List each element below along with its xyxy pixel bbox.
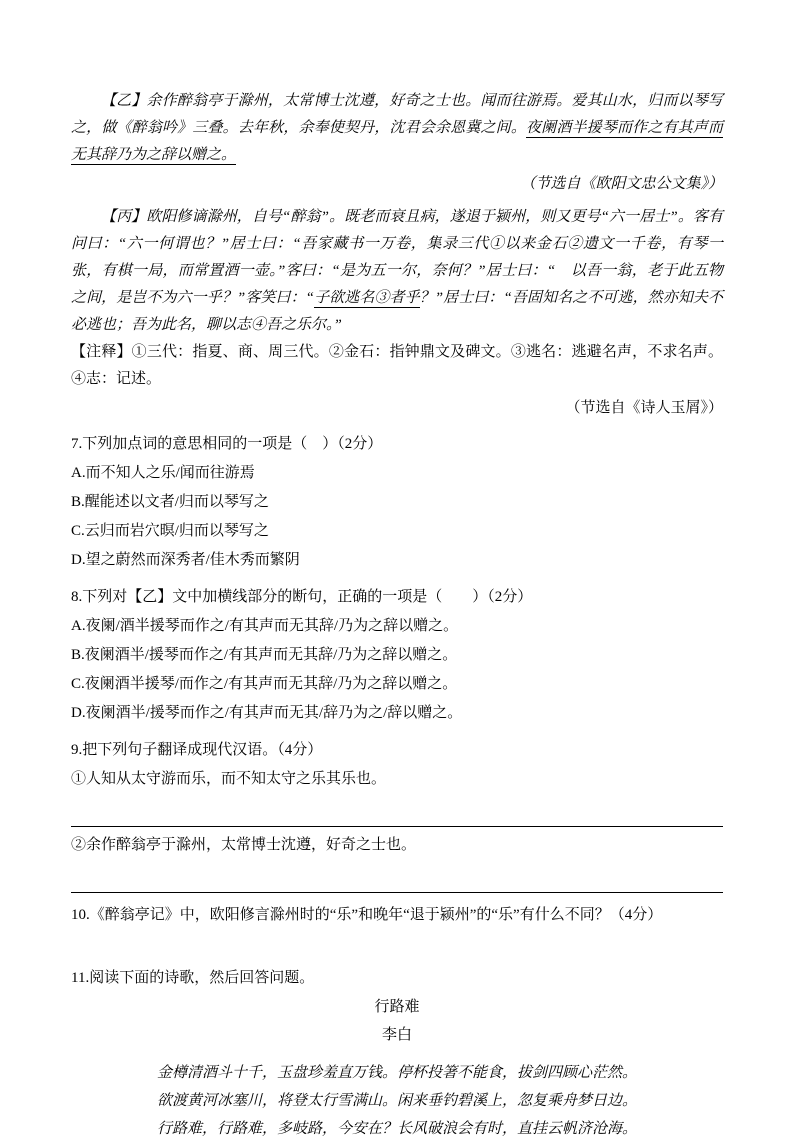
passage-bing: [71, 204, 723, 339]
poem-title: 行路难: [374, 999, 420, 1015]
passage-bing-text-1: 【丙】欧阳修谪滁州，自号“醉翁”。既老而衰且病，遂退于颍州，则又更号“六一居士”。客有问曰：“六一何谓也？”居士曰：“吾家藏书一万卷，集录三代①以来金石②遗文一千卷，有琴一张，有棋一局，而常置酒一壶。”客曰：“是为五一尔，奈何？”居士曰：“ 以吾一翁，老于此五物之间，是岂不为六一乎？”客笑曰：“: [71, 209, 723, 306]
question-7-option-a: A.而不知人之乐/闻而往游焉: [71, 465, 255, 481]
passage-yi-text: 【乙】余作醉翁亭于滁州，太常博士沈遵，好奇之士也。闻而往游焉。爱其山水，归而以琴写之，做《醉翁吟》三叠。去年秋，余奉使契丹，沈君会余恩冀之间。: [71, 93, 723, 136]
passage-yi-underlined-segment: 夜阑酒半援琴而作之有其声而无其辞乃为之辞以赠之。: [71, 120, 723, 163]
passage-yi-source: （节选自《欧阳文忠公文集》）: [520, 176, 723, 192]
question-8-stem: 8.下列对【乙】文中加横线部分的断句，正确的一项是（ ）（2分）: [71, 589, 533, 605]
question-9-sentence-2: ②余作醉翁亭于滁州，太常博士沈遵，好奇之士也。: [71, 837, 417, 853]
question-7-option-d: D.望之蔚然而深秀者/佳木秀而繁阴: [71, 552, 300, 568]
passage-bing-source: （节选自《诗人玉屑》）: [565, 400, 723, 416]
question-9-stem: 9.把下列句子翻译成现代汉语。（4分）: [71, 742, 323, 758]
question-9: [71, 736, 723, 893]
question-11-stem: 11.阅读下面的诗歌，然后回答问题。: [71, 970, 315, 986]
question-8-option-b: B.夜阑酒半/援琴而作之/有其声而无其辞/乃为之辞以赠之。: [71, 647, 458, 663]
answer-space: [71, 930, 723, 956]
question-7-option-c: C.云归而岩穴暝/归而以琴写之: [71, 523, 269, 539]
poem-line-2: 欲渡黄河冰塞川，将登太行雪满山。闲来垂钓碧溪上，忽复乘舟梦日边。: [156, 1093, 637, 1109]
question-9-sentence-1: ①人知从太守游而乐，而不知太守之乐其乐也。: [71, 771, 387, 787]
poem-line-3: 行路难，行路难，多岐路，今安在？长风破浪会有时，直挂云帆济沧海。: [156, 1121, 637, 1137]
question-7-stem: 7.下列加点词的意思相同的一项是（ ）（2分）: [71, 436, 383, 452]
question-8-option-d: D.夜阑酒半/援琴而作之/有其声而无其/辞乃为之/辞以赠之。: [71, 705, 463, 721]
question-8-option-a: A.夜阑/酒半援琴而作之/有其声而无其辞/乃为之辞以赠之。: [71, 618, 459, 634]
passage-yi: [71, 88, 723, 169]
passage-bing-text-2: ？”居士曰：“吾固知名之不可逃，然亦知夫不必逃也；吾为此名，聊以志④吾之乐尔。”: [71, 290, 723, 333]
passage-bing-underlined-segment: 子欲逃名③者乎: [314, 290, 420, 306]
question-8: [71, 583, 723, 728]
poem-author: 李白: [381, 1027, 412, 1043]
question-8-option-c: C.夜阑酒半援琴/而作之/有其声而无其辞/乃为之辞以赠之。: [71, 676, 458, 692]
answer-blank-line: [71, 794, 723, 827]
question-7-option-b: B.醒能述以文者/归而以琴写之: [71, 494, 269, 510]
poem-gap: [71, 1049, 723, 1059]
passage-bing-notes: 【注释】①三代：指夏、商、周三代。②金石：指钟鼎文及碑文。③逃名：逃避名声，不求名声。④志：记述。: [71, 344, 723, 387]
answer-blank-line: [71, 860, 723, 893]
question-11: [71, 964, 723, 1143]
question-7: [71, 430, 723, 575]
question-10-stem: 10.《醉翁亭记》中，欧阳修言滁州时的“乐”和晚年“退于颍州”的“乐”有什么不同？（4分）: [71, 907, 663, 923]
question-10: [71, 901, 723, 930]
poem-line-1: 金樽清酒斗十千，玉盘珍羞直万钱。停杯投箸不能食，拔剑四顾心茫然。: [156, 1065, 637, 1081]
